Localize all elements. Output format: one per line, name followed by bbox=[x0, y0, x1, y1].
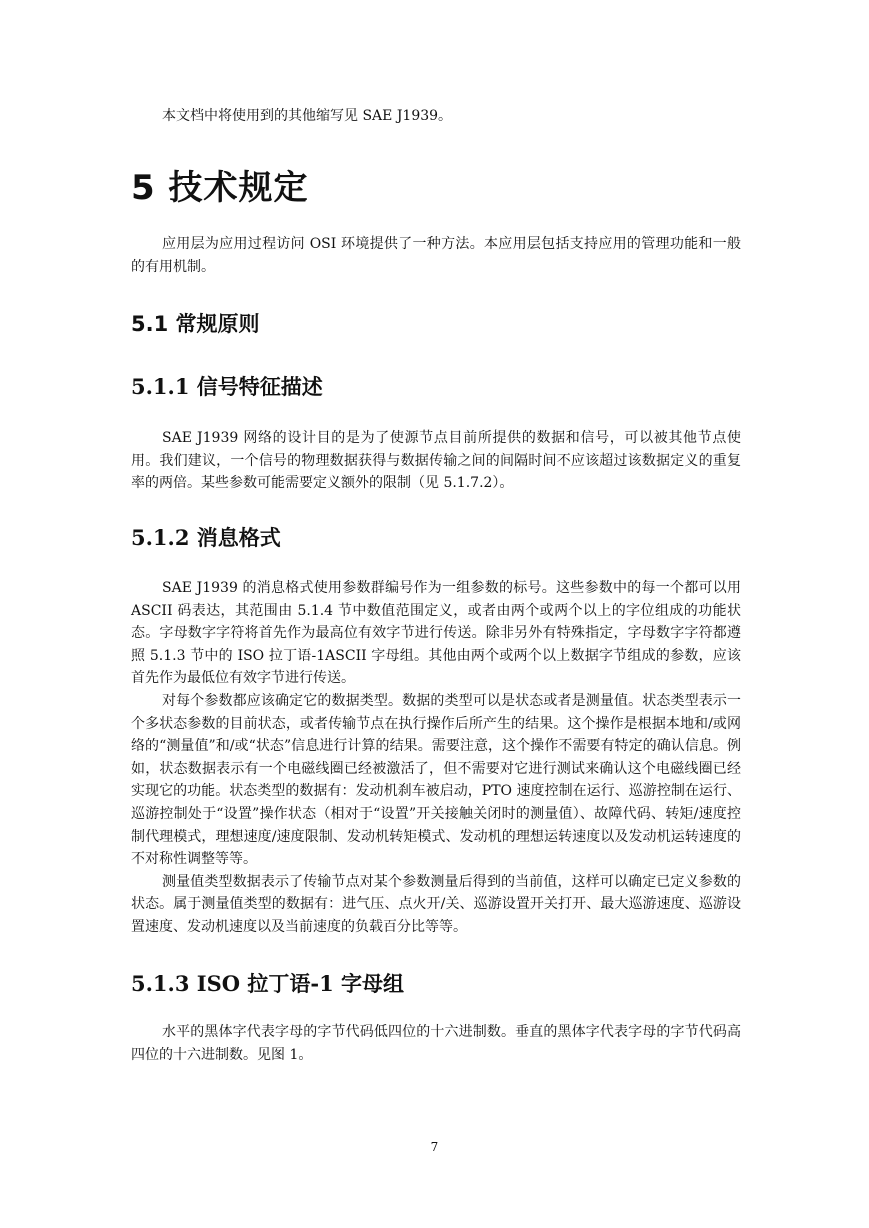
message-format-paragraph-1: SAE J1939 的消息格式使用参数群编号作为一组参数的标号。这些参数中的每一个都可以用 ASCII 码表达，其范围由 5.1.4 节中数值范围定义，或者由两个或两个以上的字位组成的功能状态。字母数字字符将首先作为最高位有效字节进行传送。除非另外有特殊指定，字母数字字符都遵照 5.1.3 节中的 ISO 拉丁语-1ASCII 字母组。其他由两个或两个以上数据字节组成的参数，应该首先作为最低位有效字节进行传送。 bbox=[131, 580, 741, 687]
section-5-1-1-paragraph: SAE J1939 网络的设计目的是为了使源节点目前所提供的数据和信号，可以被其他节点使用。我们建议，一个信号的物理数据获得与数据传输之间的间隔时间不应该超过该数据定义的重复率的两倍。某些参数可能需要定义额外的限制（见 5.1.7.2）。 bbox=[131, 430, 741, 492]
section-5-1-3-heading: 5.1.3 ISO 拉丁语-1 字母组 bbox=[131, 971, 404, 996]
section-5-1-2-body bbox=[131, 577, 741, 939]
abbreviation-note: 本文档中将使用到的其他缩写见 SAE J1939。 bbox=[162, 108, 453, 124]
page-number: 7 bbox=[430, 1140, 439, 1154]
chapter-intro-paragraph: 应用层为应用过程访问 OSI 环境提供了一种方法。本应用层包括支持应用的管理功能和一般的有用机制。 bbox=[131, 236, 741, 275]
chapter-heading: 5 技术规定 bbox=[131, 168, 309, 208]
section-5-1-2-heading: 5.1.2 消息格式 bbox=[131, 525, 281, 550]
message-format-paragraph-3: 测量值类型数据表示了传输节点对某个参数测量后得到的当前值，这样可以确定已定义参数的状态。属于测量值类型的数据有：进气压、点火开/关、巡游设置开关打开、最大巡游速度、巡游设置速度、发动机速度以及当前速度的负载百分比等等。 bbox=[131, 873, 741, 935]
message-format-paragraph-2: 对每个参数都应该确定它的数据类型。数据的类型可以是状态或者是测量值。状态类型表示一个多状态参数的目前状态，或者传输节点在执行操作后所产生的结果。这个操作是根据本地和/或网络的“测量值”和/或“状态”信息进行计算的结果。需要注意，这个操作不需要有特定的确认信息。例如，状态数据表示有一个电磁线圈已经被激活了，但不需要对它进行测试来确认这个电磁线圈已经实现它的功能。状态类型的数据有：发动机刹车被启动，PTO 速度控制在运行、巡游控制在运行、巡游控制处于“设置”操作状态（相对于“设置”开关接触关闭时的测量值）、故障代码、转矩/速度控制代理模式，理想速度/速度限制、发动机转矩模式、发动机的理想运转速度以及发动机运转速度的不对称性调整等等。 bbox=[131, 692, 741, 868]
section-5-1-heading: 5.1 常规原则 bbox=[131, 312, 260, 336]
section-5-1-3-paragraph: 水平的黑体字代表字母的字节代码低四位的十六进制数。垂直的黑体字代表字母的字节代码高四位的十六进制数。见图 1。 bbox=[131, 1024, 741, 1063]
section-5-1-1-heading: 5.1.1 信号特征描述 bbox=[131, 374, 323, 399]
